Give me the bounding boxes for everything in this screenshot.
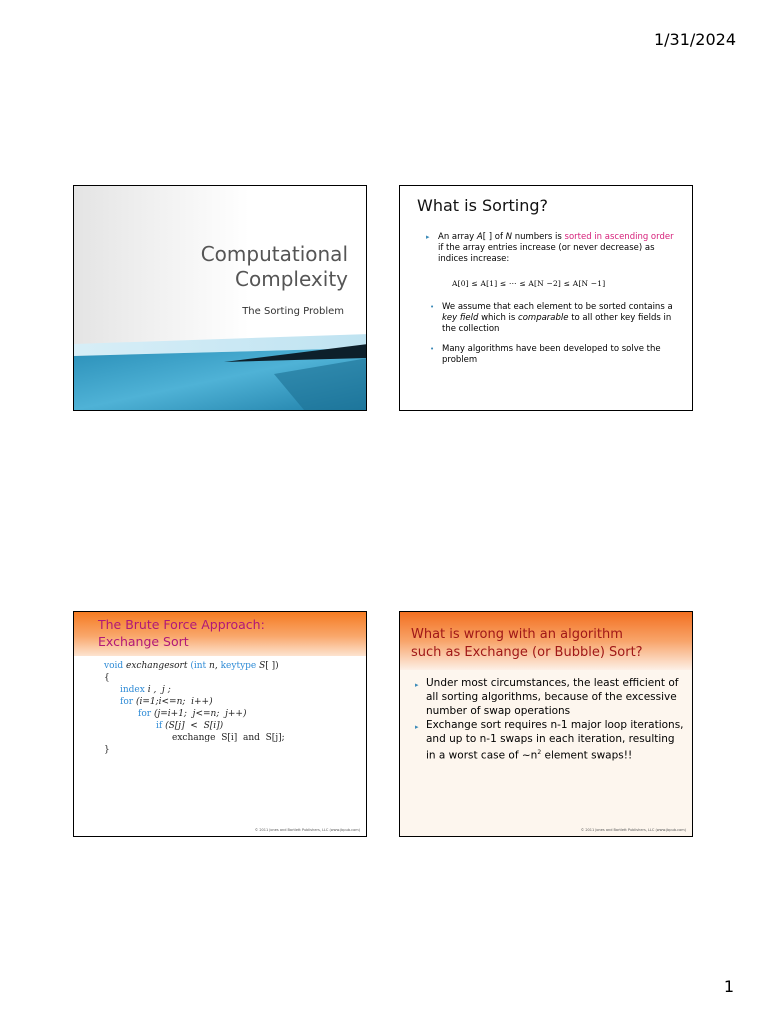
text: which is: [478, 313, 519, 323]
text: i , j ;: [147, 685, 171, 695]
slide-computational-complexity: [73, 185, 367, 411]
keyword: if: [156, 721, 163, 731]
bullet-list: [430, 302, 680, 375]
keyword: for: [138, 709, 152, 719]
slide-title: Computational Complexity: [200, 242, 348, 291]
code-line: }: [104, 745, 110, 755]
slide-subtitle: The Sorting Problem: [242, 306, 344, 317]
decorative-wave-graphic: [74, 334, 367, 410]
slide-title: What is Sorting?: [417, 196, 549, 215]
keyword: for: [120, 697, 134, 707]
keyword: keytype: [220, 661, 257, 671]
list-item: [415, 676, 685, 718]
copyright-notice: © 2011 Jones and Bartlett Publishers, LLC (www.jbpub.com): [580, 828, 686, 832]
text: A: [476, 232, 483, 242]
code-line: [104, 684, 285, 696]
slide-brute-force-exchange-sort: [73, 611, 367, 837]
text: S: [259, 661, 266, 671]
code-line: {: [104, 673, 110, 683]
bullet-list: [426, 232, 676, 271]
copyright-notice: © 2011 Jones and Bartlett Publishers, LLC (www.jbpub.com): [254, 828, 360, 832]
slide-what-is-sorting: [399, 185, 693, 411]
code-block: [104, 660, 285, 756]
arrow-bullet-icon: ▸: [415, 723, 419, 731]
text: [ ] of: [482, 232, 506, 242]
slide-title: The Brute Force Approach: Exchange Sort: [98, 617, 265, 649]
text: n: [209, 661, 215, 671]
text: N: [505, 232, 513, 242]
slide-what-is-wrong: [399, 611, 693, 837]
arrow-bullet-icon: ▸: [426, 233, 430, 241]
keyword: index: [120, 685, 145, 695]
text: Many algorithms have been developed to solve the problem: [442, 344, 661, 365]
print-date: 1/31/2024: [653, 30, 736, 49]
text: We assume that each element to be sorted contains a: [442, 302, 673, 312]
page-number: 1: [723, 977, 734, 996]
arrow-bullet-icon: ▸: [415, 681, 419, 689]
text: to all other key fields in the collection: [442, 313, 672, 334]
code-line: [104, 696, 285, 708]
code-line: [104, 660, 285, 672]
dot-bullet-icon: •: [430, 303, 435, 311]
code-line: [104, 708, 285, 720]
bullet-list: [415, 676, 685, 763]
list-item: [426, 232, 676, 265]
text: Under most circumstances, the least efficient of all sorting algorithms, because of the excessive number of swap operations: [426, 677, 679, 717]
text: key field: [442, 313, 479, 323]
text: Exchange sort requires n-1 major loop iterations, and up to n-1 swaps in each iteration, resulting in a worst case of ~n: [426, 719, 684, 762]
text: An array: [438, 232, 477, 242]
text: [ ]): [265, 661, 279, 671]
sorted-order-formula: A[0] ≤ A[1] ≤ ··· ≤ A[N −2] ≤ A[N −1]: [452, 279, 606, 288]
keyword: int: [193, 661, 207, 671]
dot-bullet-icon: •: [430, 345, 435, 353]
code-line: [104, 720, 285, 732]
function-name: exchangesort: [126, 661, 188, 671]
text: (j=i+1; j<=n; j++): [153, 709, 247, 719]
text: comparable: [518, 313, 569, 323]
text: ,: [214, 661, 218, 671]
slide-title: What is wrong with an algorithm such as Exchange (or Bubble) Sort?: [411, 627, 643, 660]
superscript: 2: [537, 749, 542, 756]
keyword: void: [104, 661, 124, 671]
text: element swaps!!: [541, 749, 633, 762]
text: (: [190, 661, 194, 671]
code-line: exchange S[i] and S[j];: [172, 733, 285, 743]
list-item: [415, 718, 685, 763]
list-item: [430, 344, 680, 366]
highlighted-text: sorted in ascending order: [564, 232, 674, 242]
text: if the array entries increase (or never decrease) as indices increase:: [438, 243, 655, 264]
text: (S[j] < S[i]): [165, 721, 224, 731]
text: numbers is: [512, 232, 565, 242]
list-item: [430, 302, 680, 335]
text: (i=1;i<=n; i++): [135, 697, 213, 707]
